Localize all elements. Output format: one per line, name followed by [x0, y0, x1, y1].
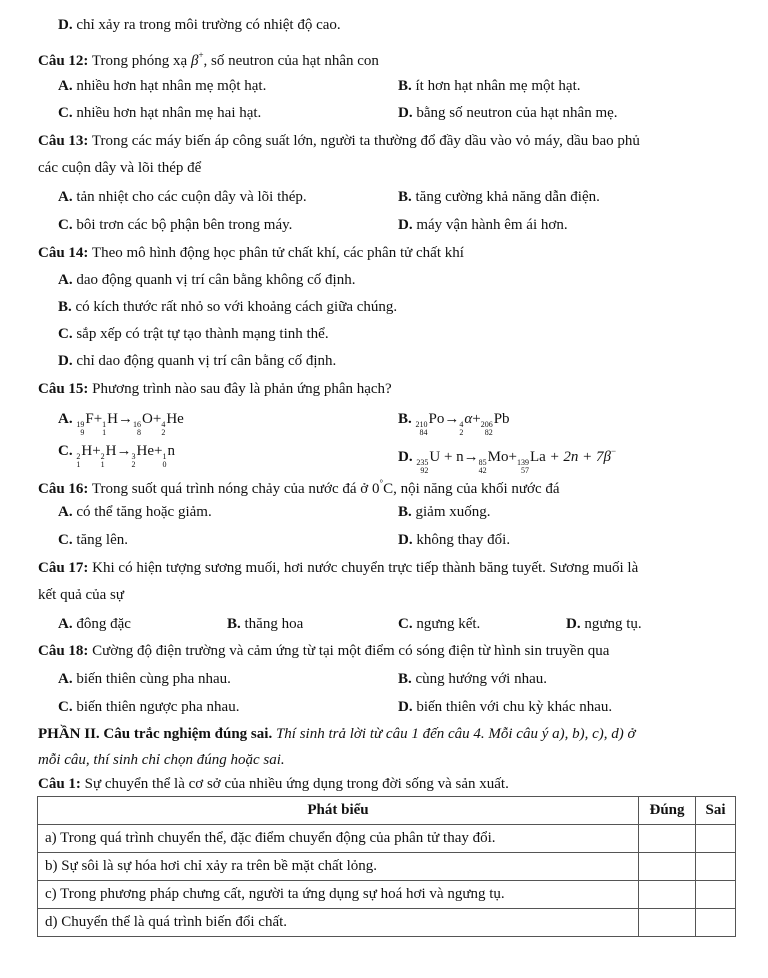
q17-option-a[interactable]: A. đông đặc [58, 616, 131, 632]
question-15: Câu 15: Phương trình nào sau đây là phản ứng phân hạch? [38, 381, 392, 397]
table-row [38, 881, 736, 909]
q12-option-a[interactable]: A. nhiều hơn hạt nhân mẹ một hạt. [58, 78, 267, 94]
q12-option-d[interactable]: D. bằng số neutron của hạt nhân mẹ. [398, 105, 618, 121]
arrow-icon: → [444, 411, 460, 427]
statement-cell: d) Chuyển thể là quá trình biến đổi chất. [38, 909, 639, 937]
q13-option-d[interactable]: D. máy vận hành êm ái hơn. [398, 217, 568, 233]
q17-option-d[interactable]: D. ngưng tụ. [566, 616, 642, 632]
prev-option-d [58, 16, 341, 34]
true-answer-cell[interactable] [639, 881, 696, 909]
false-answer-cell[interactable] [696, 825, 736, 853]
q15-option-c[interactable]: C. 2 1 H+ 2 1 H→ 3 2 He+ 1 0 n [58, 443, 175, 469]
section-instructions: Thí sinh trả lời từ câu 1 đến câu 4. Mỗi câu ý a), b), c), d) ở [275, 726, 636, 742]
q15-option-b[interactable]: B. 210 84 Po→ 4 2 α+ 206 82 Pb [398, 411, 510, 437]
arrow-icon: → [463, 449, 479, 465]
arrow-icon: → [118, 411, 133, 427]
false-answer-cell[interactable] [696, 853, 736, 881]
part-2-heading-cont: mỗi câu, thí sinh chỉ chọn đúng hoặc sai. [38, 752, 285, 768]
part-2-heading [38, 725, 636, 743]
q18-option-b[interactable]: B. cùng hướng với nhau. [398, 671, 547, 687]
statement-cell: a) Trong quá trình chuyển thể, đặc điểm chuyển động của phân tử thay đổi. [38, 825, 639, 853]
section-title: PHẦN II. Câu trắc nghiệm đúng sai. [38, 726, 273, 742]
false-answer-cell[interactable] [696, 881, 736, 909]
part-2-question-1: Câu 1: Sự chuyển thể là cơ sở của nhiều ứng dụng trong đời sống và sản xuất. [38, 776, 509, 792]
table-row [38, 825, 736, 853]
q14-option-d[interactable]: D. chỉ dao động quanh vị trí cân bằng cố định. [58, 353, 337, 369]
question-16: Câu 16: Trong suốt quá trình nóng chảy của nước đá ở 0°C, nội năng của khối nước đá [38, 478, 560, 497]
question-label: Câu 17: [38, 560, 89, 576]
q16-option-a[interactable]: A. có thể tăng hoặc giảm. [58, 504, 212, 520]
q14-option-a[interactable]: A. dao động quanh vị trí cân bằng không cố định. [58, 272, 356, 288]
question-13: Câu 13: Trong các máy biến áp công suất lớn, người ta thường đổ đầy dầu vào vỏ máy, dầu bao phủ [38, 133, 640, 149]
table-row [38, 853, 736, 881]
q13-option-c[interactable]: C. bôi trơn các bộ phận bên trong máy. [58, 217, 293, 233]
false-answer-cell[interactable] [696, 909, 736, 937]
option-text: chỉ xảy ra trong môi trường có nhiệt độ cao. [76, 17, 341, 33]
q18-option-d[interactable]: D. biến thiên với chu kỳ khác nhau. [398, 699, 613, 715]
header-statement: Phát biểu [38, 797, 639, 825]
q18-option-c[interactable]: C. biến thiên ngược pha nhau. [58, 699, 240, 715]
question-label: Câu 15: [38, 381, 89, 397]
option-label: D. [58, 17, 73, 33]
beta-symbol: β [190, 53, 199, 69]
q16-option-c[interactable]: C. tăng lên. [58, 532, 128, 548]
table-row [38, 909, 736, 937]
true-answer-cell[interactable] [639, 825, 696, 853]
question-label: Câu 18: [38, 643, 89, 659]
question-label: Câu 14: [38, 245, 89, 261]
question-13-cont: các cuộn dây và lõi thép để [38, 160, 202, 176]
q13-option-b[interactable]: B. tăng cường khả năng dẫn điện. [398, 189, 600, 205]
true-answer-cell[interactable] [639, 853, 696, 881]
table-header-row [38, 797, 736, 825]
arrow-icon: → [116, 443, 132, 459]
q14-option-c[interactable]: C. sắp xếp có trật tự tạo thành mạng tinh thể. [58, 326, 329, 342]
q12-option-b[interactable]: B. ít hơn hạt nhân mẹ một hạt. [398, 78, 581, 94]
q18-option-a[interactable]: A. biến thiên cùng pha nhau. [58, 671, 231, 687]
question-14: Câu 14: Theo mô hình động học phân tử chất khí, các phân tử chất khí [38, 245, 464, 261]
q14-option-b[interactable]: B. có kích thước rất nhỏ so với khoảng cách giữa chúng. [58, 299, 398, 315]
q15-option-a[interactable]: A. 19 9 F+ 1 1 H→ 16 8 O+ 4 2 He [58, 411, 184, 437]
statement-cell: b) Sự sôi là sự hóa hơi chỉ xảy ra trên bề mặt chất lỏng. [38, 853, 639, 881]
header-true: Đúng [639, 797, 696, 825]
true-false-table [37, 796, 736, 937]
q16-option-d[interactable]: D. không thay đổi. [398, 532, 511, 548]
true-answer-cell[interactable] [639, 909, 696, 937]
header-false: Sai [696, 797, 736, 825]
q12-option-c[interactable]: C. nhiều hơn hạt nhân mẹ hai hạt. [58, 105, 262, 121]
question-label: Câu 12: [38, 53, 89, 69]
q13-option-a[interactable]: A. tản nhiệt cho các cuộn dây và lõi thép. [58, 189, 307, 205]
statement-cell: c) Trong phương pháp chưng cất, người ta ứng dụng sự hoá hơi và ngưng tụ. [38, 881, 639, 909]
question-17-cont: kết quả của sự [38, 587, 125, 603]
q17-option-c[interactable]: C. ngưng kết. [398, 616, 481, 632]
question-label: Câu 16: [38, 481, 89, 497]
question-18: Câu 18: Cường độ điện trường và cảm ứng từ tại một điểm có sóng điện từ hình sin truyền qua [38, 643, 610, 659]
question-12: Câu 12: Trong phóng xạ β+, số neutron của hạt nhân con [38, 50, 379, 69]
question-label: Câu 1: [38, 776, 81, 792]
q17-option-b[interactable]: B. thăng hoa [227, 616, 304, 632]
q15-option-d[interactable]: D. 235 92 U + n→ 85 42 Mo+ 139 57 La + 2n + 7β− [398, 446, 617, 475]
question-label: Câu 13: [38, 133, 89, 149]
question-17: Câu 17: Khi có hiện tượng sương muối, hơi nước chuyển trực tiếp thành băng tuyết. Sương muối là [38, 560, 639, 576]
q16-option-b[interactable]: B. giảm xuống. [398, 504, 491, 520]
